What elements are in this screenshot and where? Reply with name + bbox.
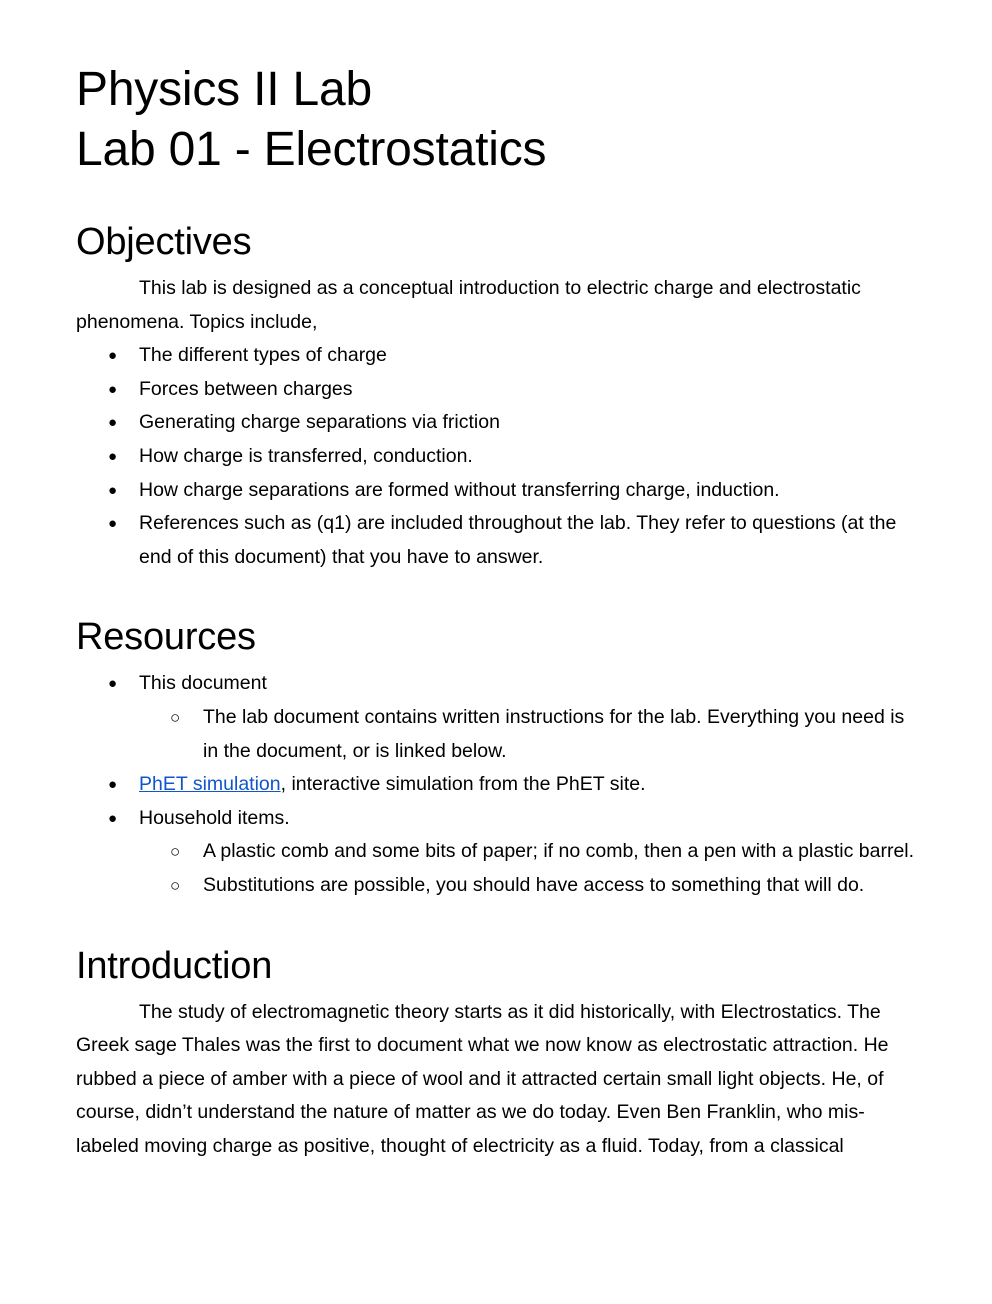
- household-detail: A plastic comb and some bits of paper; if no comb, then a pen with a plastic barrel.: [203, 840, 915, 863]
- list-item: [139, 835, 916, 869]
- title-line-2: Lab 01 - Electrostatics: [76, 123, 547, 176]
- resource-document-detail: The lab document contains written instructions for the lab. Everything you need is in the document, or is linked below.: [203, 705, 905, 762]
- list-item: [76, 768, 916, 802]
- list-item: [76, 339, 916, 373]
- list-item: [139, 869, 916, 903]
- resources-sublist-household: [76, 835, 916, 902]
- hollow-bullet-icon: ○: [170, 875, 181, 895]
- document-title: [76, 60, 916, 180]
- phet-simulation-link[interactable]: PhET simulation: [139, 773, 281, 796]
- objectives-list: [76, 339, 916, 574]
- list-item: [139, 701, 916, 768]
- bullet-icon: ●: [108, 515, 118, 533]
- title-line-1: Physics II Lab: [76, 63, 373, 116]
- bullet-icon: ●: [108, 414, 118, 432]
- list-item-text: How charge separations are formed without transferring charge, induction.: [139, 478, 780, 501]
- objectives-intro: This lab is designed as a conceptual introduction to electric charge and electrostatic phenomena. Topics include,: [76, 277, 861, 333]
- bullet-icon: ●: [108, 481, 118, 499]
- list-item: [76, 373, 916, 407]
- list-item-text: The different types of charge: [139, 344, 387, 367]
- introduction-heading: Introduction: [76, 944, 273, 987]
- list-item-text: Forces between charges: [139, 377, 353, 400]
- bullet-icon: ●: [108, 347, 118, 365]
- list-item: [76, 507, 916, 574]
- resource-document: This document: [139, 672, 267, 695]
- list-item-text: References such as (q1) are included throughout the lab. They refer to questions (at the end of this document) that you have to answer.: [139, 512, 897, 568]
- list-item: [76, 440, 916, 474]
- bullet-icon: ●: [108, 675, 118, 693]
- bullet-icon: ●: [108, 809, 118, 827]
- list-item: [76, 474, 916, 508]
- list-item: [76, 667, 916, 701]
- bullet-icon: ●: [108, 380, 118, 398]
- bullet-icon: ●: [108, 447, 118, 465]
- resources-list: [76, 667, 916, 701]
- resources-heading: Resources: [76, 616, 256, 659]
- objectives-heading: Objectives: [76, 221, 252, 263]
- resources-sublist-document: [76, 701, 916, 768]
- introduction-paragraph: The study of electromagnetic theory starts as it did historically, with Electrostatics. The Greek sage Thales was the first to document what we now know as electrostatic attraction. He rubbed a piece of amber with a piece of wool and it attracted certain small light objects. He, of course, didn’t understand the nature of matter as we do today. Even Ben Franklin, who mis-labeled moving charge as positive, thought of electricity as a fluid. Today, from a classical: [76, 1000, 889, 1157]
- list-item: [76, 802, 916, 836]
- list-item: [76, 406, 916, 440]
- resource-household: Household items.: [139, 806, 290, 829]
- list-item-text: How charge is transferred, conduction.: [139, 444, 473, 467]
- resources-list-continued: [76, 768, 916, 835]
- list-item-text: Generating charge separations via friction: [139, 411, 500, 434]
- hollow-bullet-icon: ○: [170, 842, 181, 862]
- household-detail: Substitutions are possible, you should have access to something that will do.: [203, 873, 865, 896]
- bullet-icon: ●: [108, 776, 118, 794]
- hollow-bullet-icon: ○: [170, 707, 181, 727]
- phet-description: , interactive simulation from the PhET site.: [280, 773, 646, 796]
